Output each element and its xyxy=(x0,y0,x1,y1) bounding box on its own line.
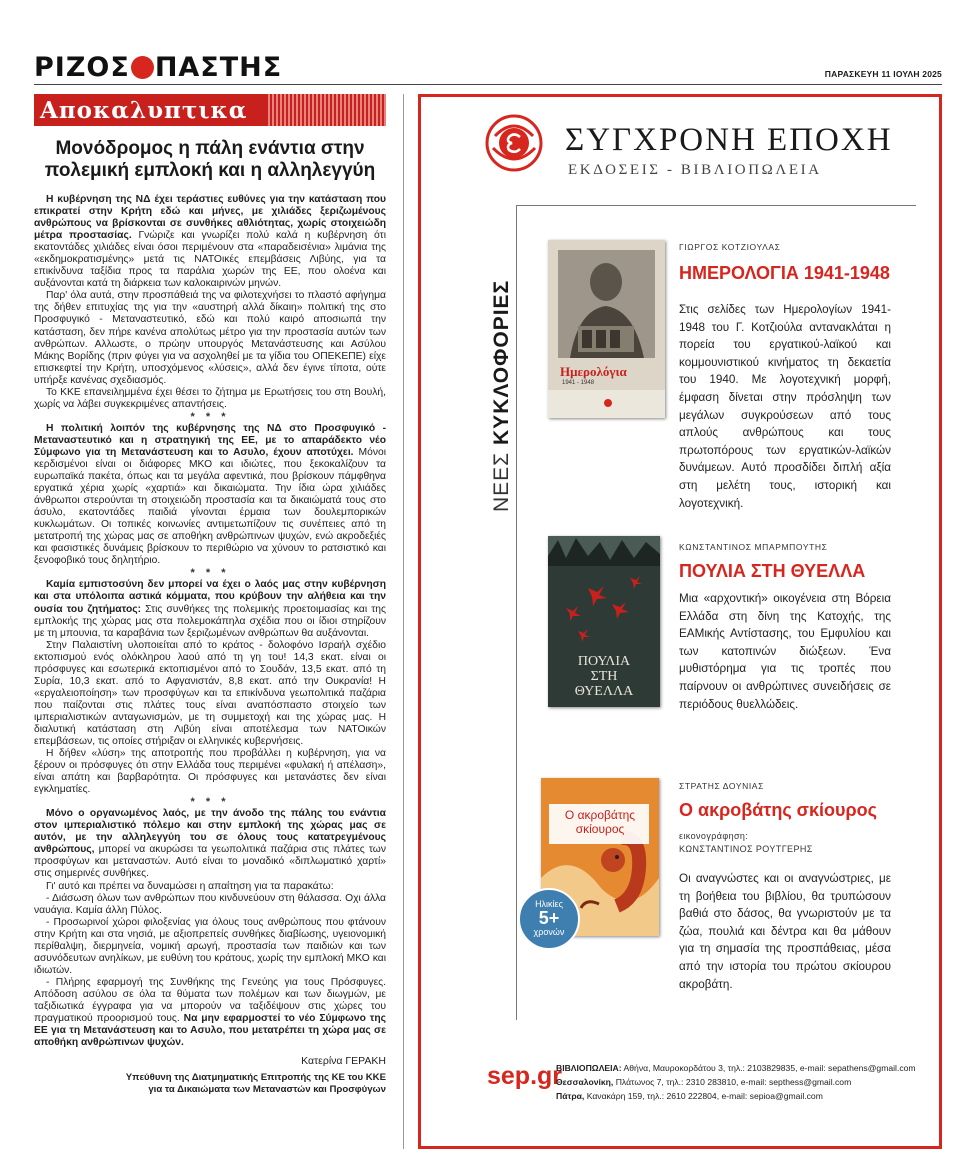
paragraph-11: - Προσωρινοί χώροι φιλοξενίας για όλους τους ανθρώπους που φτάνουν στην Κρήτη και στα νησιά, με αξιοπρεπείς συνθήκες διαβίωσης, υγειονομική περίθαλψη, διερμηνεία, νομική αρωγή, προστασία των παιδιών και των ασυνόδευτων ανηλίκων, με ευθύνη του κράτους, χωρίς την εμπλοκή ΜΚΟ και ιδιωτών. xyxy=(34,916,386,976)
paragraph-10: - Διάσωση όλων των ανθρώπων που κινδυνεύουν στη θάλασσα. Οχι άλλα ναυάγια. Καμία άλλη Πύλος. xyxy=(34,892,386,916)
book-2-title: ΠΟΥΛΙΑ ΣΤΗ ΘΥΕΛΛΑ xyxy=(679,561,866,581)
contact-thessaloniki xyxy=(556,1075,916,1089)
publisher-logo-icon xyxy=(485,114,543,172)
book-1-cover-years: 1941 - 1948 xyxy=(562,380,595,386)
paragraph-8-rest: μπορεί να ακυρώσει τα γεωπολιτικά παζάρια στις πλάτες των προσφύγων και μεταναστών. Αυτό είναι το μοναδικό «διπλωματικό χαρτί» στις σημερινές συνθήκες. xyxy=(34,844,386,880)
paragraph-6: Στην Παλαιστίνη υλοποιείται από το κράτος - δολοφόνο Ισραήλ σχέδιο εκτοπισμού ενός ολόκληρου λαού από τη γη του! 14,3 εκατ. είναι οι πρόσφυγες και εσωτερικά εκτοπισμένοι από το Σουδάν, 13,5 εκατ. από τη Συρία, 10,3 εκατ. από το Αφγανιστάν, 8,8 εκατ. από την Ουκρανία! Η «εργαλειοποίηση» των προσφύγων και τα επικίνδυνα γεωπολιτικά παζάρια που παίζονται στις πλάτες τους είναι αναπόσπαστο στοιχείο των ιμπεριαλιστικών ανταγωνισμών, με τη συμμετοχή και της χώρας μας. Η διαλυτική κατάσταση στη Λιβύη είναι αποτέλεσμα των ΝΑΤΟικών επεμβάσεων, τις οποίες στήριξαν οι ελληνικές κυβερνήσεις. xyxy=(34,639,386,748)
paragraph-1-lead: Η κυβέρνηση της ΝΔ έχει τεράστιες ευθύνες για την κατάσταση που επικρατεί στην Κρήτη εδώ και μήνες, με χιλιάδες ξεριζωμένους ανθρώπους να βρίσκονται σε συνθήκες αθλιότητας, χωρίς στοιχειώδη μέτρα προστασίας. xyxy=(34,194,386,242)
contact-patra-label: Πάτρα, xyxy=(556,1091,585,1101)
article-author-role xyxy=(34,1072,386,1096)
contact-patra xyxy=(556,1089,916,1103)
book-1-photo xyxy=(548,240,665,418)
column-divider xyxy=(403,94,404,1149)
paragraph-5 xyxy=(34,579,386,639)
red-frame-bottom xyxy=(418,1146,942,1149)
age-badge-value: 5+ xyxy=(538,908,560,928)
new-releases-word-1: ΝΕΕΣ xyxy=(490,451,513,512)
paragraph-8-lead: Μόνο ο οργανωμένος λαός, με την άνοδο της πάλης του ενάντια στον ιμπεριαλιστικό πόλεμο και στην εμπλοκή της χώρας μας σε αυτόν, με την αλληλεγγύη του σε όλους τους κατατρεγμένους ανθρώπους, xyxy=(34,808,386,856)
issue-date: ΠΑΡΑΣΚΕΥΗ 11 ΙΟΥΛΗ 2025 xyxy=(824,69,942,79)
book-1-cover xyxy=(548,240,665,418)
book-3-description: Οι αναγνώστες και οι αναγνώστριες, με τη βοήθεια του βιβλίου, θα τρυπώσουν βαθιά στο δάσος, θα γνωριστούν με τα ζώα, πουλιά και δέντρα και θα μάθουν για τη σημασία της προσπάθειας, μέσα από την ιστορία του πρώτου σκίουρου ακροβάτη. xyxy=(679,872,891,991)
age-badge-top: Ηλικίες xyxy=(535,899,563,909)
section-bar-stripe xyxy=(266,94,386,126)
paragraph-12-text: - Πλήρης εφαρμογή της Συνθήκης της Γενεύης για τους Πρόσφυγες. Απόδοση ασύλου σε όλα τα θύματα των πολέμων και των διωγμών, με ταξιδιωτικά έγγραφα για να μπορούν να ταξιδέψουν στις χώρες του πραγματικού προορισμού τους. xyxy=(34,976,386,1025)
red-frame-top xyxy=(418,94,942,97)
section-title: Αποκαλυπτικα xyxy=(40,97,248,124)
book-2-author: ΚΩΝΣΤΑΝΤΙΝΟΣ ΜΠΑΡΜΠΟΥΤΗΣ xyxy=(679,542,828,552)
contact-athens-details: Αθήνα, Μαυροκορδάτου 3, τηλ.: 2103829835, e-mail: sepathens@gmail.com xyxy=(621,1063,916,1073)
paragraph-4-lead: Η πολιτική λοιπόν της κυβέρνησης της ΝΔ στο Προσφυγικό - Μεταναστευτικό και η στρατηγική της ΕΕ, με το απαράδεκτο νέο Σύμφωνο για τη Μετανάστευση και το Ασυλο, έχουν αποτύχει. xyxy=(34,422,386,458)
book-2-cover xyxy=(548,536,660,707)
paragraph-4-rest: Μόνοι κερδισμένοι είναι οι διάφορες ΜΚΟ και ιδιώτες, που ξεκοκαλίζουν τα ευρωπαϊκά πακέτα, όπως και τα μεγάλα αφεντικά, που βρίσκουν πάμφθηνα εργατικά χέρια χωρίς «χαρτιά» και δικαιώματα. Την ίδια ώρα χιλιάδες άνθρωποι στερούνται τη στοιχειώδη προστασία και τα δικαιώματά τους στο άσυλο, εκατοντάδες παιδιά γίνονται έρμαια των δουλεμπορικών κυκλωμάτων. Οι τοπικές κοινωνίες αντιμετωπίζουν τις συνέπειες από τη μετατροπή της χώρας μας σε αποθήκη ανθρώπινων ψυχών, ενώ ακροδεξιές και φασιστικές δυνάμεις βρίσκουν το περιθώριο να χύνουν το ρατσιστικό και ξενοφοβικό τους δηλητήριο. xyxy=(34,446,386,567)
paragraph-12 xyxy=(34,977,386,1049)
bookstore-contacts xyxy=(556,1061,916,1103)
masthead-rule xyxy=(34,84,942,85)
book-2-cover-title: ΠΟΥΛΙΑ ΣΤΗ ΘΥΕΛΛΑ xyxy=(574,654,634,699)
new-releases-word-2: ΚΥΚΛΟΦΟΡΙΕΣ xyxy=(490,279,513,445)
article-body xyxy=(34,194,386,1096)
section-stars-1: * * * xyxy=(190,410,230,423)
contact-thess-label: Θεσσαλονίκη, xyxy=(556,1077,614,1087)
section-bar xyxy=(34,94,386,126)
contact-athens-label: ΒΙΒΛΙΟΠΩΛΕΙΑ: xyxy=(556,1063,622,1073)
age-badge-bottom: χρονών xyxy=(533,927,565,937)
contact-patra-details: Κανακάρη 159, τηλ.: 2610 222804, e-mail: sepioa@gmail.com xyxy=(584,1091,823,1101)
paragraph-12-bold: Να μην εφαρμοστεί το νέο Σύμφωνο της ΕΕ για τη Μετανάστευση και το Ασυλο, που μετατρέπει τη χώρα μας σε αποθήκη ανθρώπινων ψυχών. xyxy=(34,1013,386,1049)
publisher-name: ΣΥΓΧΡΟΝΗ ΕΠΟΧΗ xyxy=(565,122,893,158)
article-column xyxy=(34,94,386,1154)
book-3-cover-title: Ο ακροβάτης σκίουρος xyxy=(564,808,636,836)
book-1-author: ΓΙΩΡΓΟΣ ΚΟΤΖΙΟΥΛΑΣ xyxy=(679,242,781,252)
contact-thess-details: Πλάτωνος 7, τηλ.: 2310 283810, e-mail: septhess@gmail.com xyxy=(613,1077,852,1087)
red-frame-right xyxy=(939,94,942,1149)
paragraph-8 xyxy=(34,808,386,880)
paragraph-5-rest: Στις συνθήκες της πολεμικής προετοιμασίας και της εμπλοκής της χώρας μας στα πολεμοκάπηλα σχέδια που οι ίδιοι στηρίζουν με τη μπουνια, τα καραβάνια των ξεριζωμένων ανθρώπων θα αυξάνονται. xyxy=(34,603,386,639)
masthead-name-part1: ΡΙΖΟΣ xyxy=(34,52,130,83)
releases-box-top xyxy=(516,205,916,206)
paragraph-4 xyxy=(34,423,386,568)
paragraph-1 xyxy=(34,194,386,290)
masthead-name-part2: ΠΑΣΤΗΣ xyxy=(154,52,283,83)
releases-box-left xyxy=(516,205,517,1020)
age-badge xyxy=(518,888,580,950)
book-1-title: ΗΜΕΡΟΛΟΓΙΑ 1941-1948 xyxy=(679,263,890,283)
book-3-illustrator: ΚΩΝΣΤΑΝΤΙΝΟΣ ΡΟΥΤΓΕΡΗΣ xyxy=(679,844,813,854)
article-author: Κατερίνα ΓΕΡΑΚΗ xyxy=(301,1055,386,1068)
masthead-logo xyxy=(34,52,282,83)
contact-athens xyxy=(556,1061,916,1075)
author-role-line-2: για τα Δικαιώματα των Μεταναστών και Προσφύγων xyxy=(148,1084,386,1096)
book-1-cover-title: Ημερολόγια xyxy=(560,364,627,379)
red-frame-left xyxy=(418,94,421,1149)
book-2-description: Μια «αρχοντική» οικογένεια στη Βόρεια Ελλάδα στη δίνη της Κατοχής, της ΕΑΜικής Αντίστασης, του Εμφυλίου και των κατοπινών διώξεων. Ένα μυθιστόρημα για τις τροπές που παίρνουν οι ανθρώπινες συνειδήσεις σε περιόδους θυελλώδεις. xyxy=(679,592,891,711)
paragraph-3: Το ΚΚΕ επανειλημμένα έχει θέσει το ζήτημα με Ερωτήσεις του στη Βουλή, χωρίς να λάβει συγκεκριμένες απαντήσεις. xyxy=(34,386,386,410)
book-3-author: ΣΤΡΑΤΗΣ ΔΟΥΝΙΑΣ xyxy=(679,781,764,791)
section-stars-3: * * * xyxy=(190,796,230,809)
paragraph-1-rest: Γνώριζε και γνωρίζει πολύ καλά η κυβέρνηση ότι εκατοντάδες χιλιάδες είναι όσοι περιμένουν στα «παραδεισένια» λιμάνια της «εκδημοκρατισμένης» μετά τις ΝΑΤΟικές επεμβάσεις Λιβύης, για τα επικίνδυνα ταξίδια προς τα παράλια χωρών της ΕΕ, που ολοένα και αυξάνονται κατά τη διάρκεια των καλοκαιρινών μηνών. xyxy=(34,230,386,290)
masthead-red-dot xyxy=(131,56,154,79)
book-3-title: Ο ακροβάτης σκίουρος xyxy=(679,800,877,820)
book-1-description: Στις σελίδες των Ημερολογίων 1941-1948 του Γ. Κοτζιούλα αντανακλάται η πορεία του εργατικού-λαϊκού και κομμουνιστικού κινήματος τη δεκαετία του 1940. Με λογοτεχνική μορφή, έμφαση δίνεται στην πρόσληψη των μεγάλων συγκρούσεων από τους απλούς ανθρώπους και τους πρωτοπόρους των εργατικών-λαϊκών δυνάμεων. Αυτό προσδίδει διπλή αξία στη μελέτη τους, ιστορική και λογοτεχνική. xyxy=(679,303,891,510)
paragraph-5-lead: Καμία εμπιστοσύνη δεν μπορεί να έχει ο λαός μας στην κυβέρνηση και στα υπόλοιπα αστικά κόμματα, που κρύβουν την αλήθεια και την ουσία του ζητήματος: xyxy=(34,579,386,615)
paragraph-2: Παρ' όλα αυτά, στην προσπάθειά της να φιλοτεχνήσει το πλαστό αφήγημα της δήθεν επιτυχίας της για την «αυστηρή αλλά δίκαιη» πολιτική της στο Προσφυγικό - Μεταναστευτικό, εδώ και πολύ καιρό αποσιωπά την κατάσταση, δεν πήρε κανένα απολύτως μέτρο για την προστασία αυτών των ανθρώπων. Αλλωστε, ο πρώην υπουργός Μετανάστευσης και Ασύλου Μάκης Βορίδης (πριν φύγει για να ασχοληθεί με τα γίδια του ΟΠΕΚΕΠΕ) είχε επισκεφτεί την Κρήτη, υποσχόμενος «λύσεις», αλλά δεν έγινε τίποτα, ούτε υπήρξε κανένας σχεδιασμός. xyxy=(34,290,386,386)
book-3-illustration-label: εικονογράφηση: xyxy=(679,831,749,841)
publisher-website[interactable]: sep.gr xyxy=(487,1062,563,1090)
paragraph-7: Η δήθεν «λύση» της αποτροπής που προβάλλει η κυβέρνηση, για να ξέρουν οι πρόσφυγες ότι στην Ελλάδα τους περιμένει «φυλακή ή απέλαση», είναι απάτη και βαρβαρότητα. Οι πρόσφυγες και μετανάστες δεν είναι εγκληματίες. xyxy=(34,748,386,796)
paragraph-9: Γι' αυτό και πρέπει να δυναμώσει η απαίτηση για τα παρακάτω: xyxy=(46,880,334,892)
publisher-subtitle: ΕΚΔΟΣΕΙΣ - ΒΙΒΛΙΟΠΩΛΕΙΑ xyxy=(568,162,822,178)
new-releases-vertical-label xyxy=(490,172,514,512)
article-headline: Μονόδρομος η πάλη ενάντια στην πολεμική εμπλοκή και η αλληλεγγύη xyxy=(44,138,376,181)
section-stars-2: * * * xyxy=(190,567,230,580)
author-role-line-1: Υπεύθυνη της Διατμηματικής Επιτροπής της ΚΕ του ΚΚΕ xyxy=(125,1072,386,1084)
